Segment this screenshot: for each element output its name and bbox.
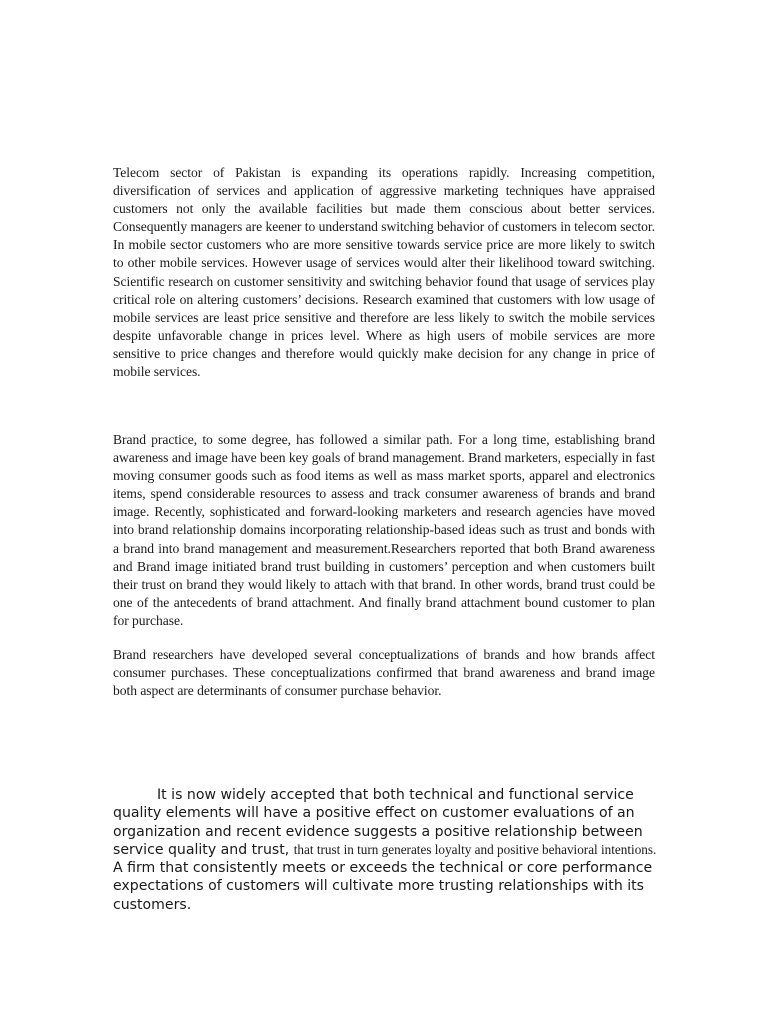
service-quality-text-part3: A firm that consistently meets or exceeds the technical or core performance expectations of customers will cultivate more trusting relationships with its customers. bbox=[113, 860, 653, 913]
paragraph-telecom-sector: Telecom sector of Pakistan is expanding its operations rapidly. Increasing competition, diversification of services and application of aggressive marketing techniques have appraised customers not only the available facilities but made them conscious about better services. Consequently managers are keener to understand switching behavior of customers in telecom sector. In mobile sector customers who are more sensitive towards service price are more likely to switch to other mobile services. However usage of services would alter their likelihood toward switching. Scientific research on customer sensitivity and switching behavior found that usage of services play critical role on altering customers’ decisions. Research examined that customers with low usage of mobile services are least price sensitive and therefore are less likely to switch the mobile services despite unfavorable change in prices level. Where as high users of mobile services are more sensitive to price changes and therefore would quickly make decision for any change in price of mobile services. bbox=[113, 165, 655, 380]
service-quality-text-part1: It is now widely accepted that both technical and functional service quality elements will have a positive effect on customer evaluations of an organization and recent evidence suggests a positive relationship between service quality and trust, bbox=[113, 787, 643, 858]
paragraph-brand-researchers: Brand researchers have developed several conceptualizations of brands and how brands affect consumer purchases. These conceptualizations confirmed that brand awareness and brand image both aspect are determinants of consumer purchase behavior. bbox=[113, 647, 655, 699]
paragraph-brand-practice: Brand practice, to some degree, has followed a similar path. For a long time, establishing brand awareness and image have been key goals of brand management. Brand marketers, especially in fast moving consumer goods such as food items as well as mass market sports, apparel and electronics items, spend considerable resources to assess and track consumer awareness of brands and brand image. Recently, sophisticated and forward-looking marketers and research agencies have moved into brand relationship domains incorporating relationship-based ideas such as trust and bonds with a brand into brand management and measurement.Researchers reported that both Brand awareness and Brand image initiated brand trust building in customers’ perception and when customers built their trust on brand they would likely to attach with that brand. In other words, brand trust could be one of the antecedents of brand attachment. And finally brand attachment bound customer to plan for purchase. bbox=[113, 432, 655, 628]
paragraph-service-quality bbox=[113, 786, 658, 914]
service-quality-text-part2: that trust in turn generates loyalty and positive behavioral intentions. bbox=[293, 841, 657, 857]
